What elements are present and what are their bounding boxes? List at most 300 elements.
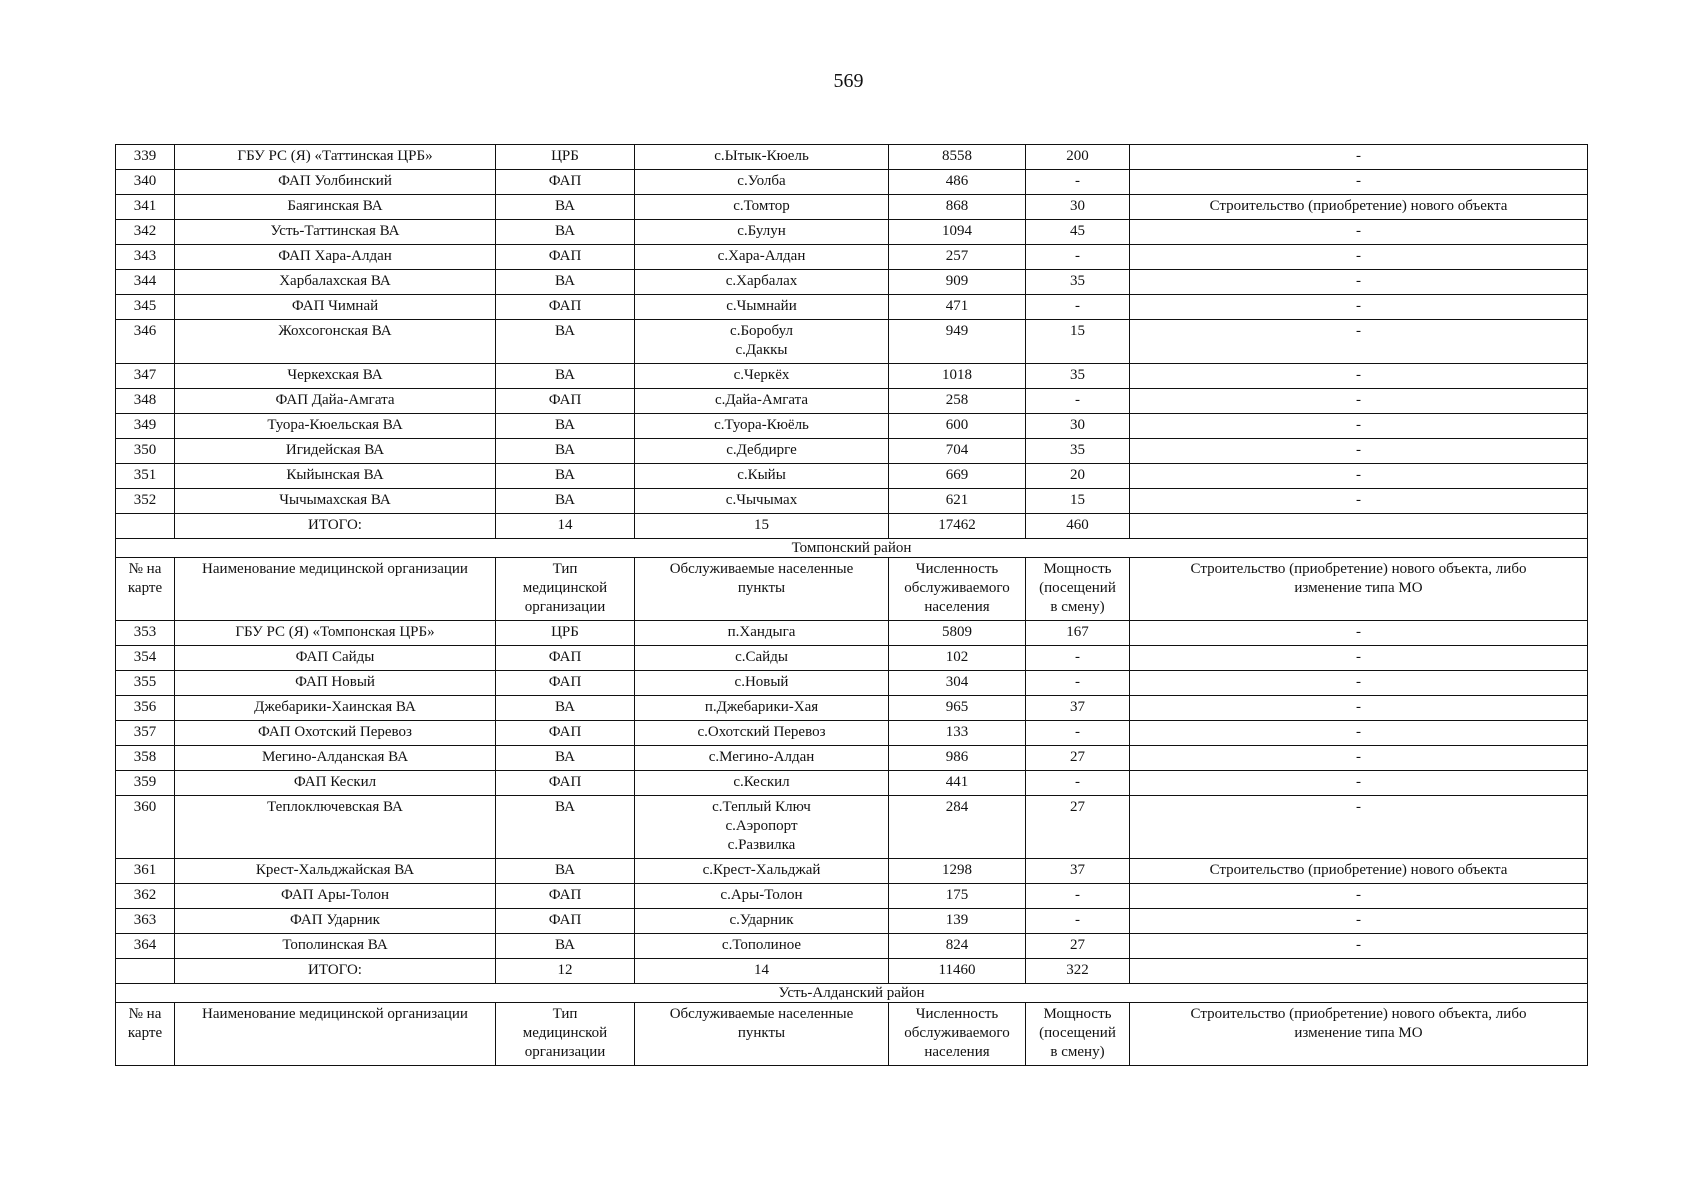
served-population: 8558	[889, 145, 1026, 170]
construction-note: -	[1130, 621, 1588, 646]
organization-type: ФАП	[496, 170, 635, 195]
map-number: 362	[116, 884, 175, 909]
settlement-line: с.Крест-Хальджай	[702, 862, 821, 878]
section-title-row	[116, 984, 1588, 1003]
organization-name: ФАП Дайа-Амгата	[175, 389, 496, 414]
served-population: 102	[889, 646, 1026, 671]
total-capacity: 322	[1026, 959, 1130, 984]
column-header-name	[175, 558, 496, 621]
served-population: 965	[889, 696, 1026, 721]
total-population: 17462	[889, 514, 1026, 539]
settlement-line: с.Чымнайи	[726, 298, 797, 314]
served-settlements	[635, 245, 889, 270]
column-header-type-line: организации	[524, 1044, 606, 1060]
settlement-line: с.Ары-Толон	[720, 887, 803, 903]
organization-type: ВА	[496, 195, 635, 220]
settlement-line: с.Харбалах	[725, 273, 798, 289]
table-row	[116, 245, 1588, 270]
construction-note: -	[1130, 439, 1588, 464]
served-settlements	[635, 195, 889, 220]
organization-type: ВА	[496, 696, 635, 721]
map-number: 360	[116, 796, 175, 859]
organization-name: ФАП Ударник	[175, 909, 496, 934]
capacity: 45	[1026, 220, 1130, 245]
total-settlements-count: 15	[635, 514, 889, 539]
construction-note: -	[1130, 771, 1588, 796]
column-header-type	[496, 558, 635, 621]
served-settlements	[635, 796, 889, 859]
capacity: 37	[1026, 859, 1130, 884]
table-row	[116, 170, 1588, 195]
column-header-capacity-line: в смену)	[1050, 599, 1105, 615]
organization-type: ФАП	[496, 771, 635, 796]
map-number: 357	[116, 721, 175, 746]
organization-type: ВА	[496, 464, 635, 489]
served-settlements	[635, 859, 889, 884]
column-header-num	[116, 558, 175, 621]
settlement-line: с.Тополиное	[721, 937, 802, 953]
capacity: 35	[1026, 439, 1130, 464]
organization-type: ВА	[496, 489, 635, 514]
map-number: 363	[116, 909, 175, 934]
table-row	[116, 721, 1588, 746]
served-population: 284	[889, 796, 1026, 859]
settlement-line: п.Джебарики-Хая	[704, 699, 819, 715]
construction-note: Строительство (приобретение) нового объекта	[1130, 195, 1588, 220]
map-number: 343	[116, 245, 175, 270]
served-settlements	[635, 696, 889, 721]
served-settlements	[635, 884, 889, 909]
served-settlements	[635, 389, 889, 414]
organization-name: Мегино-Алданская ВА	[175, 746, 496, 771]
served-population: 441	[889, 771, 1026, 796]
organization-name: ФАП Кескил	[175, 771, 496, 796]
settlement-line: с.Кыйы	[737, 467, 786, 483]
organization-name: ФАП Ары-Толон	[175, 884, 496, 909]
organization-name: Игидейская ВА	[175, 439, 496, 464]
table-row	[116, 489, 1588, 514]
capacity: 30	[1026, 414, 1130, 439]
organization-type: ФАП	[496, 389, 635, 414]
map-number: 358	[116, 746, 175, 771]
table-row	[116, 439, 1588, 464]
served-settlements	[635, 489, 889, 514]
construction-note: -	[1130, 414, 1588, 439]
column-header-population-line: Численность	[915, 561, 999, 577]
column-header-type-line: медицинской	[522, 580, 608, 596]
organization-type: ВА	[496, 934, 635, 959]
organization-type: ЦРБ	[496, 621, 635, 646]
table-row	[116, 884, 1588, 909]
construction-note: -	[1130, 270, 1588, 295]
capacity: 20	[1026, 464, 1130, 489]
page-number: 569	[833, 70, 864, 92]
served-population: 1298	[889, 859, 1026, 884]
organization-type: ФАП	[496, 884, 635, 909]
settlement-line: с.Теплый Ключ	[712, 799, 811, 815]
organization-type: ЦРБ	[496, 145, 635, 170]
organization-name: ГБУ РС (Я) «Томпонская ЦРБ»	[175, 621, 496, 646]
served-settlements	[635, 621, 889, 646]
table-row	[116, 909, 1588, 934]
table-row	[116, 295, 1588, 320]
capacity: -	[1026, 245, 1130, 270]
served-population: 257	[889, 245, 1026, 270]
table-row	[116, 220, 1588, 245]
capacity: 37	[1026, 696, 1130, 721]
column-header-type-line: организации	[524, 599, 606, 615]
served-population: 133	[889, 721, 1026, 746]
table-row	[116, 464, 1588, 489]
served-population: 486	[889, 170, 1026, 195]
served-population: 471	[889, 295, 1026, 320]
column-header-construction-line: изменение типа МО	[1294, 580, 1423, 596]
map-number: 359	[116, 771, 175, 796]
served-settlements	[635, 295, 889, 320]
capacity: -	[1026, 646, 1130, 671]
organization-name: Жохсогонская ВА	[175, 320, 496, 364]
map-number: 341	[116, 195, 175, 220]
column-header-points-line: Обслуживаемые населенные	[669, 1006, 854, 1022]
capacity: -	[1026, 295, 1130, 320]
column-header-name-line: Наименование медицинской организации	[202, 561, 468, 577]
map-number: 349	[116, 414, 175, 439]
capacity: 15	[1026, 489, 1130, 514]
settlement-line: с.Кескил	[733, 774, 790, 790]
served-settlements	[635, 746, 889, 771]
table-row	[116, 270, 1588, 295]
table-row	[116, 646, 1588, 671]
column-header-capacity-line: (посещений	[1039, 1025, 1116, 1041]
capacity: -	[1026, 771, 1130, 796]
organization-name: Усть-Таттинская ВА	[175, 220, 496, 245]
settlement-line: с.Даккы	[735, 342, 788, 358]
total-row	[116, 959, 1588, 984]
column-header-points-line: Обслуживаемые населенные	[669, 561, 854, 577]
column-header-num	[116, 1003, 175, 1066]
section-title: Томпонский район	[116, 539, 1588, 558]
organization-name: Тополинская ВА	[175, 934, 496, 959]
map-number: 355	[116, 671, 175, 696]
table-row	[116, 671, 1588, 696]
total-type-count: 14	[496, 514, 635, 539]
organization-type: ВА	[496, 859, 635, 884]
organization-name: ФАП Охотский Перевоз	[175, 721, 496, 746]
total-construction-empty	[1130, 514, 1588, 539]
column-header-capacity-line: Мощность	[1043, 561, 1112, 577]
served-population: 986	[889, 746, 1026, 771]
settlement-line: с.Мегино-Алдан	[708, 749, 815, 765]
organization-type: ВА	[496, 270, 635, 295]
table-row	[116, 796, 1588, 859]
column-header-name-line: Наименование медицинской организации	[202, 1006, 468, 1022]
served-settlements	[635, 909, 889, 934]
capacity: 35	[1026, 270, 1130, 295]
served-population: 909	[889, 270, 1026, 295]
map-number: 364	[116, 934, 175, 959]
capacity: -	[1026, 721, 1130, 746]
construction-note: -	[1130, 746, 1588, 771]
table-row	[116, 696, 1588, 721]
table-row	[116, 364, 1588, 389]
construction-note: -	[1130, 464, 1588, 489]
served-population: 258	[889, 389, 1026, 414]
served-settlements	[635, 270, 889, 295]
settlement-line: с.Уолба	[737, 173, 786, 189]
column-header-name	[175, 1003, 496, 1066]
construction-note: -	[1130, 671, 1588, 696]
total-row	[116, 514, 1588, 539]
settlement-line: с.Томтор	[733, 198, 790, 214]
served-population: 1018	[889, 364, 1026, 389]
column-header-capacity-line: в смену)	[1050, 1044, 1105, 1060]
total-construction-empty	[1130, 959, 1588, 984]
table-row	[116, 934, 1588, 959]
capacity: 35	[1026, 364, 1130, 389]
total-num-empty	[116, 959, 175, 984]
table-row	[116, 389, 1588, 414]
map-number: 348	[116, 389, 175, 414]
total-num-empty	[116, 514, 175, 539]
organization-type: ФАП	[496, 909, 635, 934]
map-number: 361	[116, 859, 175, 884]
column-header-capacity-line: Мощность	[1043, 1006, 1112, 1022]
organization-name: ФАП Хара-Алдан	[175, 245, 496, 270]
served-population: 621	[889, 489, 1026, 514]
organization-name: Черкехская ВА	[175, 364, 496, 389]
capacity: -	[1026, 671, 1130, 696]
organization-type: ВА	[496, 746, 635, 771]
settlement-line: с.Дебдирге	[726, 442, 797, 458]
served-population: 868	[889, 195, 1026, 220]
served-settlements	[635, 364, 889, 389]
column-header-construction	[1130, 558, 1588, 621]
construction-note: -	[1130, 884, 1588, 909]
organization-name: Крест-Хальджайская ВА	[175, 859, 496, 884]
served-settlements	[635, 464, 889, 489]
served-population: 600	[889, 414, 1026, 439]
capacity: 27	[1026, 746, 1130, 771]
served-settlements	[635, 320, 889, 364]
column-header-population-line: населения	[924, 1044, 990, 1060]
column-header-population-line: обслуживаемого	[904, 1025, 1010, 1041]
organization-type: ВА	[496, 220, 635, 245]
construction-note: -	[1130, 295, 1588, 320]
served-population: 1094	[889, 220, 1026, 245]
served-population: 5809	[889, 621, 1026, 646]
settlement-line: с.Ударник	[729, 912, 794, 928]
capacity: -	[1026, 389, 1130, 414]
organization-type: ФАП	[496, 295, 635, 320]
capacity: 167	[1026, 621, 1130, 646]
construction-note: -	[1130, 796, 1588, 859]
construction-note: -	[1130, 320, 1588, 364]
construction-note: -	[1130, 696, 1588, 721]
served-population: 669	[889, 464, 1026, 489]
column-header-points-line: пункты	[737, 1025, 786, 1041]
served-settlements	[635, 646, 889, 671]
map-number: 342	[116, 220, 175, 245]
map-number: 345	[116, 295, 175, 320]
column-header-population-line: обслуживаемого	[904, 580, 1010, 596]
column-header-construction-line: Строительство (приобретение) нового объекта, либо	[1190, 561, 1527, 577]
organization-name: Джебарики-Хаинская ВА	[175, 696, 496, 721]
served-population: 304	[889, 671, 1026, 696]
column-header-construction-line: Строительство (приобретение) нового объекта, либо	[1190, 1006, 1527, 1022]
section-title: Усть-Алданский район	[116, 984, 1588, 1003]
construction-note: -	[1130, 934, 1588, 959]
organization-type: ВА	[496, 320, 635, 364]
organization-name: ФАП Уолбинский	[175, 170, 496, 195]
served-settlements	[635, 414, 889, 439]
column-header-points	[635, 558, 889, 621]
served-settlements	[635, 145, 889, 170]
served-population: 949	[889, 320, 1026, 364]
column-header-population-line: Численность	[915, 1006, 999, 1022]
map-number: 347	[116, 364, 175, 389]
table-row	[116, 320, 1588, 364]
column-header-type-line: Тип	[552, 1006, 578, 1022]
served-settlements	[635, 439, 889, 464]
map-number: 340	[116, 170, 175, 195]
settlement-line: с.Булун	[737, 223, 786, 239]
column-header-points	[635, 1003, 889, 1066]
construction-note: -	[1130, 245, 1588, 270]
total-label: ИТОГО:	[175, 959, 496, 984]
column-header-type	[496, 1003, 635, 1066]
table-row	[116, 414, 1588, 439]
construction-note: -	[1130, 220, 1588, 245]
served-settlements	[635, 220, 889, 245]
column-header-num-line: № на	[128, 561, 162, 577]
column-header-construction	[1130, 1003, 1588, 1066]
settlement-line: с.Сайды	[735, 649, 788, 665]
column-header-capacity	[1026, 558, 1130, 621]
column-header-num-line: № на	[128, 1006, 162, 1022]
organization-name: Харбалахская ВА	[175, 270, 496, 295]
settlement-line: с.Боробул	[730, 323, 793, 339]
map-number: 346	[116, 320, 175, 364]
column-header-population	[889, 558, 1026, 621]
organization-name: ФАП Сайды	[175, 646, 496, 671]
column-header-points-line: пункты	[737, 580, 786, 596]
construction-note: -	[1130, 909, 1588, 934]
served-settlements	[635, 671, 889, 696]
map-number: 351	[116, 464, 175, 489]
total-label: ИТОГО:	[175, 514, 496, 539]
column-header-type-line: медицинской	[522, 1025, 608, 1041]
organization-type: ВА	[496, 364, 635, 389]
capacity: 15	[1026, 320, 1130, 364]
table-row	[116, 859, 1588, 884]
organization-name: Чычымахская ВА	[175, 489, 496, 514]
organization-type: ФАП	[496, 671, 635, 696]
capacity: 27	[1026, 796, 1130, 859]
organization-name: Кыйынская ВА	[175, 464, 496, 489]
map-number: 353	[116, 621, 175, 646]
organization-type: ФАП	[496, 245, 635, 270]
capacity: 30	[1026, 195, 1130, 220]
organization-name: ФАП Новый	[175, 671, 496, 696]
table-row	[116, 771, 1588, 796]
construction-note: Строительство (приобретение) нового объекта	[1130, 859, 1588, 884]
construction-note: -	[1130, 489, 1588, 514]
map-number: 354	[116, 646, 175, 671]
map-number: 352	[116, 489, 175, 514]
column-header-capacity	[1026, 1003, 1130, 1066]
column-header-capacity-line: (посещений	[1039, 580, 1116, 596]
settlement-line: с.Аэропорт	[725, 818, 798, 834]
capacity: -	[1026, 170, 1130, 195]
capacity: -	[1026, 884, 1130, 909]
construction-note: -	[1130, 145, 1588, 170]
section-title-row	[116, 539, 1588, 558]
settlement-line: с.Черкёх	[733, 367, 790, 383]
total-settlements-count: 14	[635, 959, 889, 984]
settlement-line: п.Хандыга	[727, 624, 796, 640]
column-header-num-line: карте	[127, 580, 163, 596]
organization-type: ФАП	[496, 721, 635, 746]
organization-name: ФАП Чимнай	[175, 295, 496, 320]
served-population: 139	[889, 909, 1026, 934]
organization-name: Туора-Кюельская ВА	[175, 414, 496, 439]
organization-type: ВА	[496, 439, 635, 464]
column-header-population	[889, 1003, 1026, 1066]
organization-name: Баягинская ВА	[175, 195, 496, 220]
column-header-num-line: карте	[127, 1025, 163, 1041]
table-row	[116, 746, 1588, 771]
capacity: -	[1026, 909, 1130, 934]
organization-name: ГБУ РС (Я) «Таттинская ЦРБ»	[175, 145, 496, 170]
map-number: 356	[116, 696, 175, 721]
construction-note: -	[1130, 364, 1588, 389]
table-body	[116, 145, 1588, 1066]
column-header-type-line: Тип	[552, 561, 578, 577]
organization-type: ФАП	[496, 646, 635, 671]
served-settlements	[635, 721, 889, 746]
served-population: 704	[889, 439, 1026, 464]
served-settlements	[635, 934, 889, 959]
served-population: 175	[889, 884, 1026, 909]
map-number: 350	[116, 439, 175, 464]
total-capacity: 460	[1026, 514, 1130, 539]
medical-organizations-table	[115, 144, 1588, 1066]
organization-type: ВА	[496, 414, 635, 439]
organization-type: ВА	[496, 796, 635, 859]
organization-name: Теплоключевская ВА	[175, 796, 496, 859]
construction-note: -	[1130, 170, 1588, 195]
settlement-line: с.Охотский Перевоз	[697, 724, 826, 740]
settlement-line: с.Хара-Алдан	[717, 248, 806, 264]
settlement-line: с.Развилка	[727, 837, 796, 853]
total-population: 11460	[889, 959, 1026, 984]
table-row	[116, 195, 1588, 220]
capacity: 27	[1026, 934, 1130, 959]
construction-note: -	[1130, 646, 1588, 671]
column-header-population-line: населения	[924, 599, 990, 615]
column-header-construction-line: изменение типа МО	[1294, 1025, 1423, 1041]
table-row	[116, 145, 1588, 170]
settlement-line: с.Новый	[734, 674, 789, 690]
settlement-line: с.Ытык-Кюель	[714, 148, 809, 164]
column-header-row	[116, 1003, 1588, 1066]
construction-note: -	[1130, 721, 1588, 746]
construction-note: -	[1130, 389, 1588, 414]
capacity: 200	[1026, 145, 1130, 170]
served-settlements	[635, 170, 889, 195]
settlement-line: с.Чычымах	[725, 492, 798, 508]
settlement-line: с.Туора-Кюёль	[714, 417, 809, 433]
